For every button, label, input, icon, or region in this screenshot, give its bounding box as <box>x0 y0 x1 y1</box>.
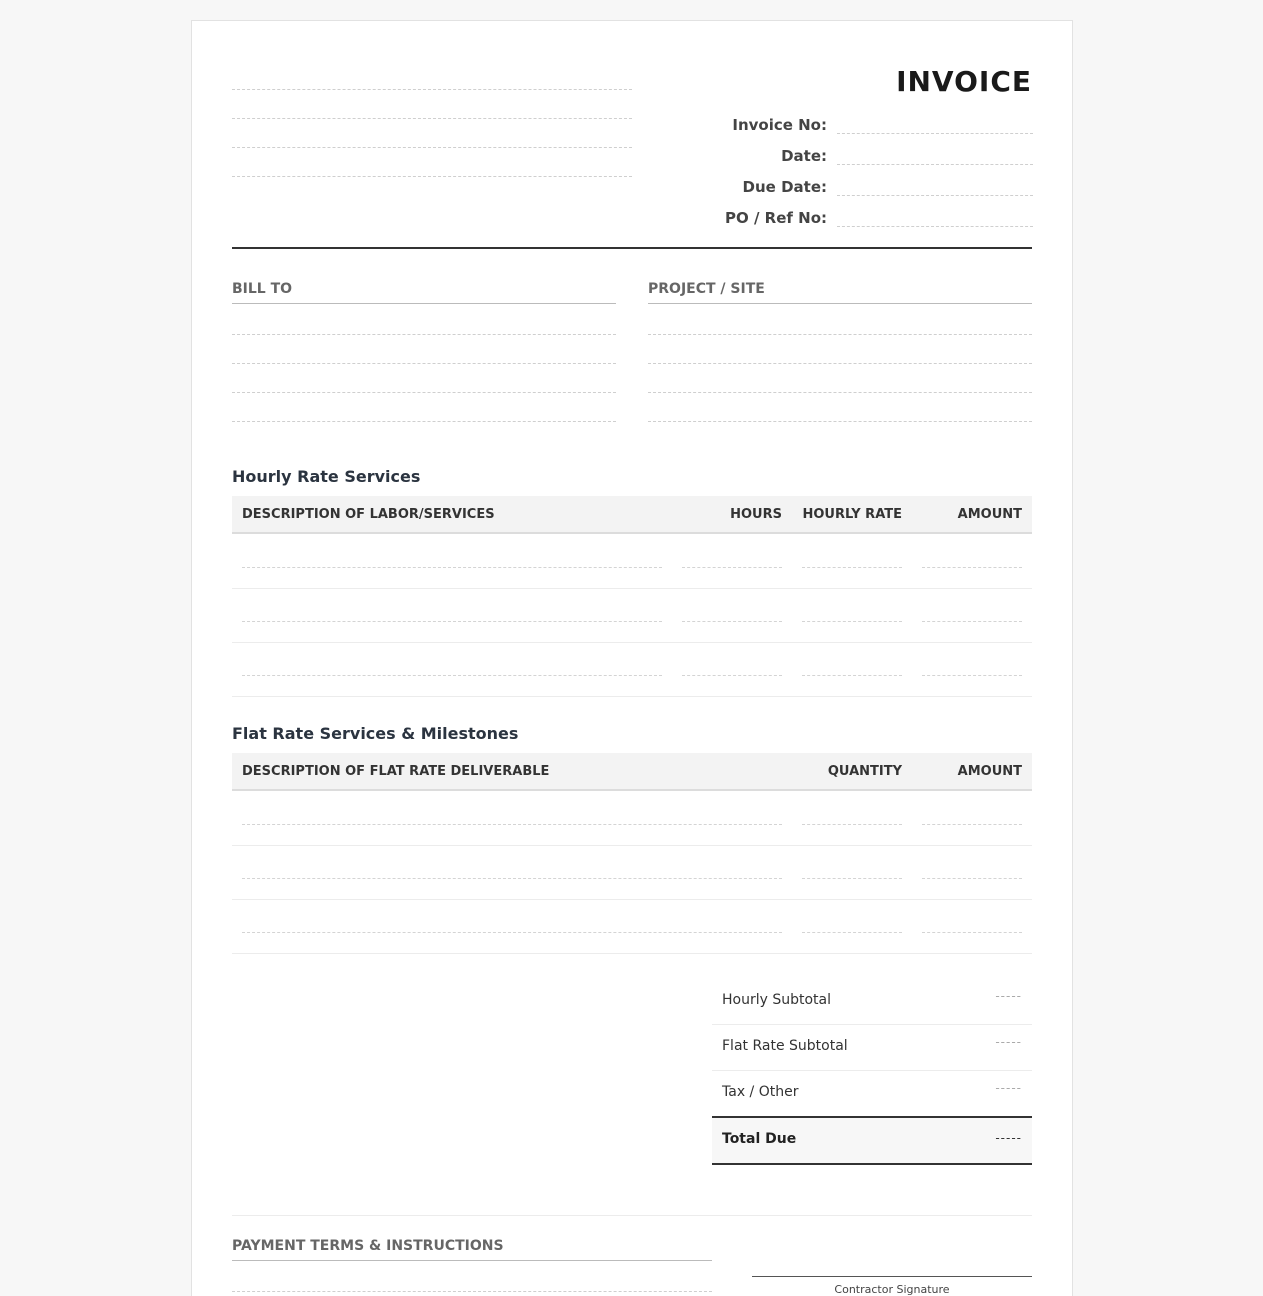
po-ref-label: PO / Ref No: <box>725 209 827 227</box>
row-divider <box>232 696 1032 697</box>
flat-description-field[interactable] <box>242 878 782 879</box>
invoice-no-label: Invoice No: <box>732 116 827 134</box>
date-field[interactable] <box>837 164 1033 165</box>
project-site-title: PROJECT / SITE <box>648 281 765 297</box>
invoice-no-field[interactable] <box>837 133 1033 134</box>
bill-to-line[interactable] <box>232 334 616 335</box>
total-due-value[interactable]: ----- <box>995 1131 1022 1145</box>
sender-line[interactable] <box>232 176 632 177</box>
flat-table-header <box>232 753 1032 791</box>
sender-line[interactable] <box>232 89 632 90</box>
total-due-row <box>712 1116 1032 1165</box>
project-site-line[interactable] <box>648 392 1032 393</box>
payment-terms-rule <box>232 1260 712 1261</box>
flat-subtotal-value[interactable]: ----- <box>995 1035 1022 1049</box>
hourly-description-field[interactable] <box>242 621 662 622</box>
signature-line[interactable] <box>752 1276 1032 1277</box>
flat-col-amount: AMOUNT <box>957 764 1022 779</box>
flat-amount-field[interactable] <box>922 878 1022 879</box>
hourly-subtotal-label: Hourly Subtotal <box>722 992 832 1008</box>
project-site-line[interactable] <box>648 363 1032 364</box>
hourly-description-field[interactable] <box>242 675 662 676</box>
hourly-col-amount: AMOUNT <box>957 507 1022 522</box>
hourly-subtotal-value[interactable]: ----- <box>995 989 1022 1003</box>
hourly-col-hours: HOURS <box>730 507 782 522</box>
hourly-rate-field[interactable] <box>802 567 902 568</box>
row-divider <box>232 845 1032 846</box>
bill-to-line[interactable] <box>232 392 616 393</box>
bill-to-line[interactable] <box>232 363 616 364</box>
invoice-title: INVOICE <box>896 65 1032 98</box>
flat-subtotal-label: Flat Rate Subtotal <box>722 1038 848 1054</box>
flat-description-field[interactable] <box>242 824 782 825</box>
flat-col-description: DESCRIPTION OF FLAT RATE DELIVERABLE <box>242 764 550 779</box>
tax-other-row <box>712 1071 1032 1117</box>
hourly-subtotal-row <box>712 979 1032 1025</box>
invoice-page <box>191 20 1073 1296</box>
header-divider <box>232 247 1032 249</box>
hourly-section-title: Hourly Rate Services <box>232 467 421 486</box>
project-site-line[interactable] <box>648 421 1032 422</box>
row-divider <box>232 642 1032 643</box>
hourly-amount-field[interactable] <box>922 621 1022 622</box>
hourly-hours-field[interactable] <box>682 621 782 622</box>
flat-quantity-field[interactable] <box>802 878 902 879</box>
date-label: Date: <box>781 147 827 165</box>
total-due-label: Total Due <box>722 1131 797 1147</box>
hourly-col-description: DESCRIPTION OF LABOR/SERVICES <box>242 507 495 522</box>
flat-description-field[interactable] <box>242 932 782 933</box>
flat-subtotal-row <box>712 1025 1032 1071</box>
flat-section-title: Flat Rate Services & Milestones <box>232 724 519 743</box>
sender-line[interactable] <box>232 147 632 148</box>
project-site-line[interactable] <box>648 334 1032 335</box>
hourly-hours-field[interactable] <box>682 675 782 676</box>
hourly-amount-field[interactable] <box>922 567 1022 568</box>
hourly-table-header <box>232 496 1032 534</box>
hourly-rate-field[interactable] <box>802 621 902 622</box>
row-divider <box>232 899 1032 900</box>
row-divider <box>232 588 1032 589</box>
hourly-col-rate: HOURLY RATE <box>802 507 902 522</box>
tax-other-value[interactable]: ----- <box>995 1081 1022 1095</box>
hourly-rate-field[interactable] <box>802 675 902 676</box>
bill-to-rule <box>232 303 616 304</box>
due-date-field[interactable] <box>837 195 1033 196</box>
flat-col-quantity: QUANTITY <box>827 764 902 779</box>
payment-terms-line[interactable] <box>232 1291 712 1292</box>
project-site-rule <box>648 303 1032 304</box>
signature-label: Contractor Signature <box>834 1283 950 1296</box>
payment-terms-title: PAYMENT TERMS & INSTRUCTIONS <box>232 1238 504 1254</box>
tax-other-label: Tax / Other <box>722 1084 799 1100</box>
flat-amount-field[interactable] <box>922 824 1022 825</box>
hourly-hours-field[interactable] <box>682 567 782 568</box>
flat-quantity-field[interactable] <box>802 932 902 933</box>
po-ref-field[interactable] <box>837 226 1033 227</box>
hourly-description-field[interactable] <box>242 567 662 568</box>
bill-to-title: BILL TO <box>232 281 293 297</box>
row-divider <box>232 953 1032 954</box>
hourly-amount-field[interactable] <box>922 675 1022 676</box>
due-date-label: Due Date: <box>742 178 827 196</box>
flat-amount-field[interactable] <box>922 932 1022 933</box>
sender-line[interactable] <box>232 118 632 119</box>
flat-quantity-field[interactable] <box>802 824 902 825</box>
bill-to-line[interactable] <box>232 421 616 422</box>
footer-divider <box>232 1215 1032 1216</box>
